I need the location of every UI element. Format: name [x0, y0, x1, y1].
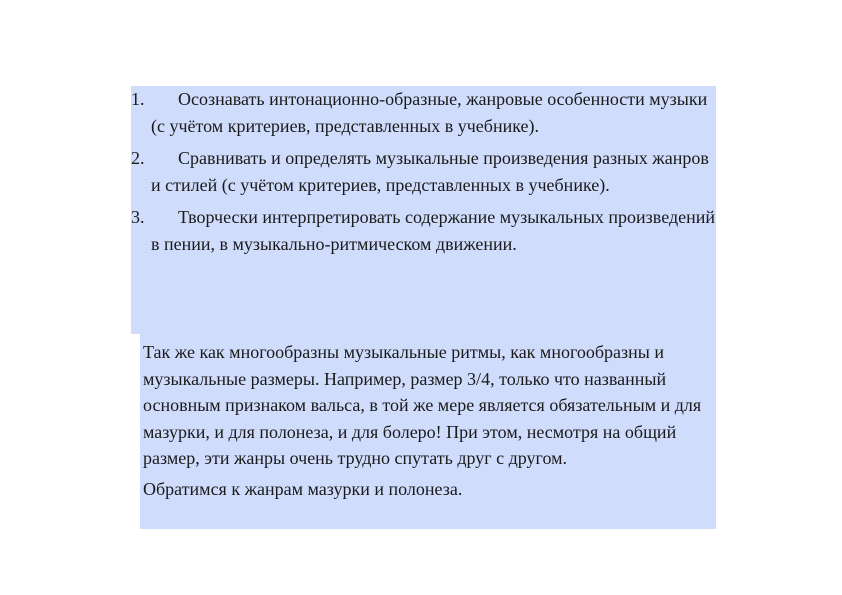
list-item-number: 3. — [131, 207, 145, 227]
list-item-number: 2. — [131, 148, 145, 168]
list-item-text: Сравнивать и определять музыкальные произведения разных жанров и стилей (с учётом критериев, представленных в учебнике). — [151, 148, 709, 195]
list-item — [131, 204, 716, 257]
list-item — [131, 86, 716, 139]
numbered-list-block — [131, 86, 716, 334]
body-text-block — [140, 334, 716, 529]
list-item-text: Творчески интерпретировать содержание музыкальных произведений в пении, в музыкально-ритмическом движении. — [151, 207, 715, 254]
body-paragraph-genres: Обратимся к жанрам мазурки и полонеза. — [143, 478, 463, 499]
body-paragraph-meters: Так же как многообразны музыкальные ритмы, как многообразны и музыкальные размеры. Например, размер 3/4, только что названный основным признаком вальса, в той же мере является обязательным и для мазурки, и для полонеза, и для болеро! При этом, несмотря на общий размер, эти жанры очень трудно спутать друг с другом. — [143, 342, 702, 468]
list-item-number: 1. — [131, 89, 145, 109]
list-item-text: Осознавать интонационно-образные, жанровые особенности музыки (с учётом критериев, представленных в учебнике). — [151, 89, 708, 136]
list-item — [131, 145, 716, 198]
